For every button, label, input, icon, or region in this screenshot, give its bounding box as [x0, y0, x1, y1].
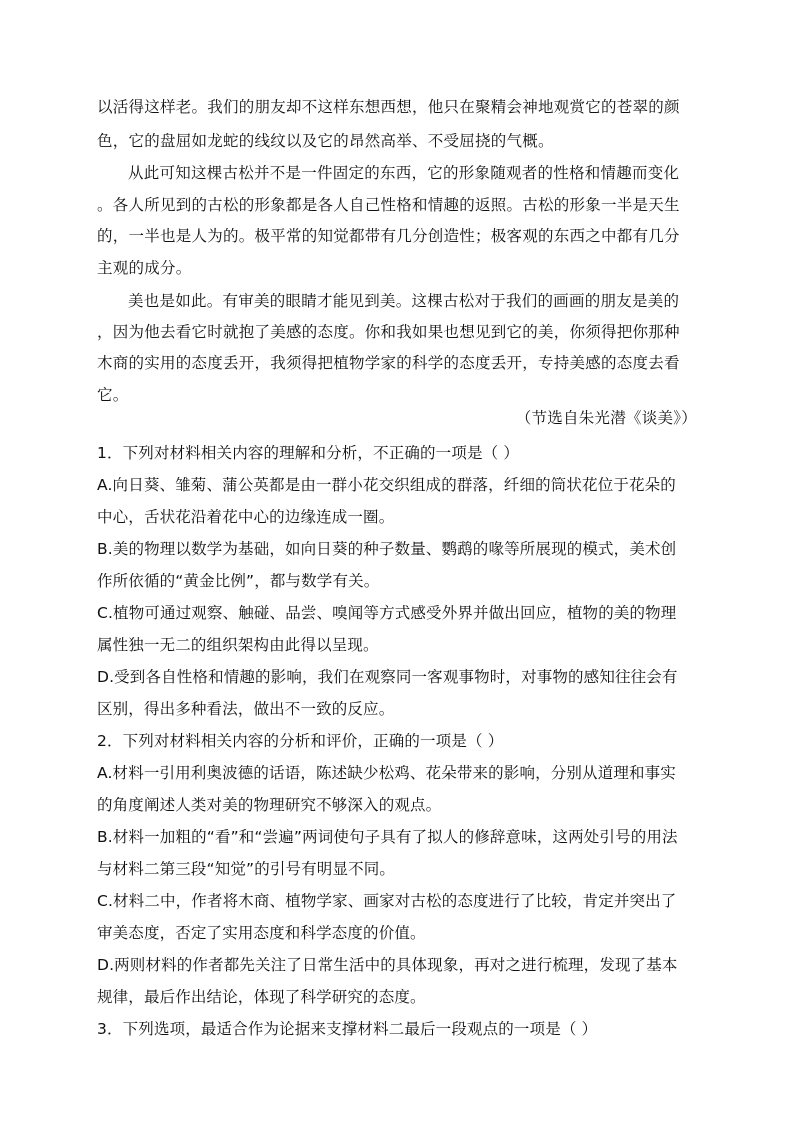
- question-2-option-b: B.材料一加粗的“看”和“尝遍”两词使句子具有了拟人的修辞意味，这两处引号的用法: [97, 828, 678, 846]
- question-1-option-d-cont: 区别，得出多种看法，做出不一致的反应。: [97, 700, 395, 718]
- question-2-option-c-cont: 审美态度，否定了实用态度和科学态度的价值。: [97, 924, 426, 942]
- question-2-option-d: D.两则材料的作者都先关注了日常生活中的具体现象，再对之进行梳理，发现了基本: [97, 956, 678, 974]
- passage-paragraph-start: 从此可知这棵古松并不是一件固定的东西，它的形象随观者的性格和情趣而变化: [128, 164, 680, 182]
- passage-source: （节选自朱光潜《谈美》）: [515, 409, 697, 427]
- passage-line: 主观的成分。: [97, 259, 192, 277]
- passage-line: 色，它的盘屈如龙蛇的线纹以及它的昂然高举、不受屈挠的气概。: [97, 132, 554, 150]
- question-2-option-c: C.材料二中，作者将木商、植物学家、画家对古松的态度进行了比较，肯定并突出了: [97, 892, 677, 910]
- question-2-option-a-cont: 的角度阐述人类对美的物理研究不够深入的观点。: [97, 796, 442, 814]
- question-2-stem: 2．下列对材料相关内容的分析和评价，正确的一项是（ ）: [97, 732, 504, 750]
- question-1-option-b: B.美的物理以数学为基础，如向日葵的种子数量、鹦鹉的喙等所展现的模式，美术创: [97, 540, 677, 558]
- passage-line: 的，一半也是人为的。极平常的知觉都带有几分创造性；极客观的东西之中都有几分: [97, 227, 680, 245]
- question-3-stem: 3．下列选项，最适合作为论据来支撑材料二最后一段观点的一项是（ ）: [97, 1020, 598, 1038]
- question-1-option-b-cont: 作所依循的“黄金比例”，都与数学有关。: [97, 572, 380, 590]
- passage-line: 它。: [97, 386, 129, 404]
- question-1-option-c-cont: 属性独一无二的组织架构由此得以呈现。: [97, 636, 379, 654]
- passage-line: 。各人所见到的古松的形象都是各人自己性格和情趣的返照。古松的形象一半是天生: [97, 196, 680, 214]
- question-2-option-a: A.材料一引用利奥波德的话语，陈述缺少松鸡、花朵带来的影响，分别从道理和事实: [97, 764, 676, 782]
- question-1-option-d: D.受到各自性格和情趣的影响，我们在观察同一客观事物时，对事物的感知往往会有: [97, 668, 678, 686]
- question-1-option-c: C.植物可通过观察、触碰、品尝、嗅闻等方式感受外界并做出回应，植物的美的物理: [97, 604, 677, 622]
- question-1-stem: 1．下列对材料相关内容的理解和分析，不正确的一项是（ ）: [97, 444, 519, 462]
- passage-line: ，因为他去看它时就抱了美感的态度。你和我如果也想见到它的美，你须得把你那种: [97, 323, 680, 341]
- passage-line: 以活得这样老。我们的朋友却不这样东想西想，他只在聚精会神地观赏它的苍翠的颜: [97, 98, 680, 116]
- passage-line: 木商的实用的态度丢开，我须得把植物学家的科学的态度丢开，专持美感的态度去看: [97, 354, 680, 372]
- passage-paragraph-start: 美也是如此。有审美的眼睛才能见到美。这棵古松对于我们的画画的朋友是美的: [128, 292, 680, 310]
- question-1-option-a: A.向日葵、雏菊、蒲公英都是由一群小花交织组成的群落，纤细的筒状花位于花朵的: [97, 476, 676, 494]
- question-2-option-d-cont: 规律，最后作出结论，体现了科学研究的态度。: [97, 988, 426, 1006]
- question-1-option-a-cont: 中心，舌状花沿着花中心的边缘连成一圈。: [97, 508, 395, 526]
- question-2-option-b-cont: 与材料二第三段“知觉”的引号有明显不同。: [97, 860, 396, 878]
